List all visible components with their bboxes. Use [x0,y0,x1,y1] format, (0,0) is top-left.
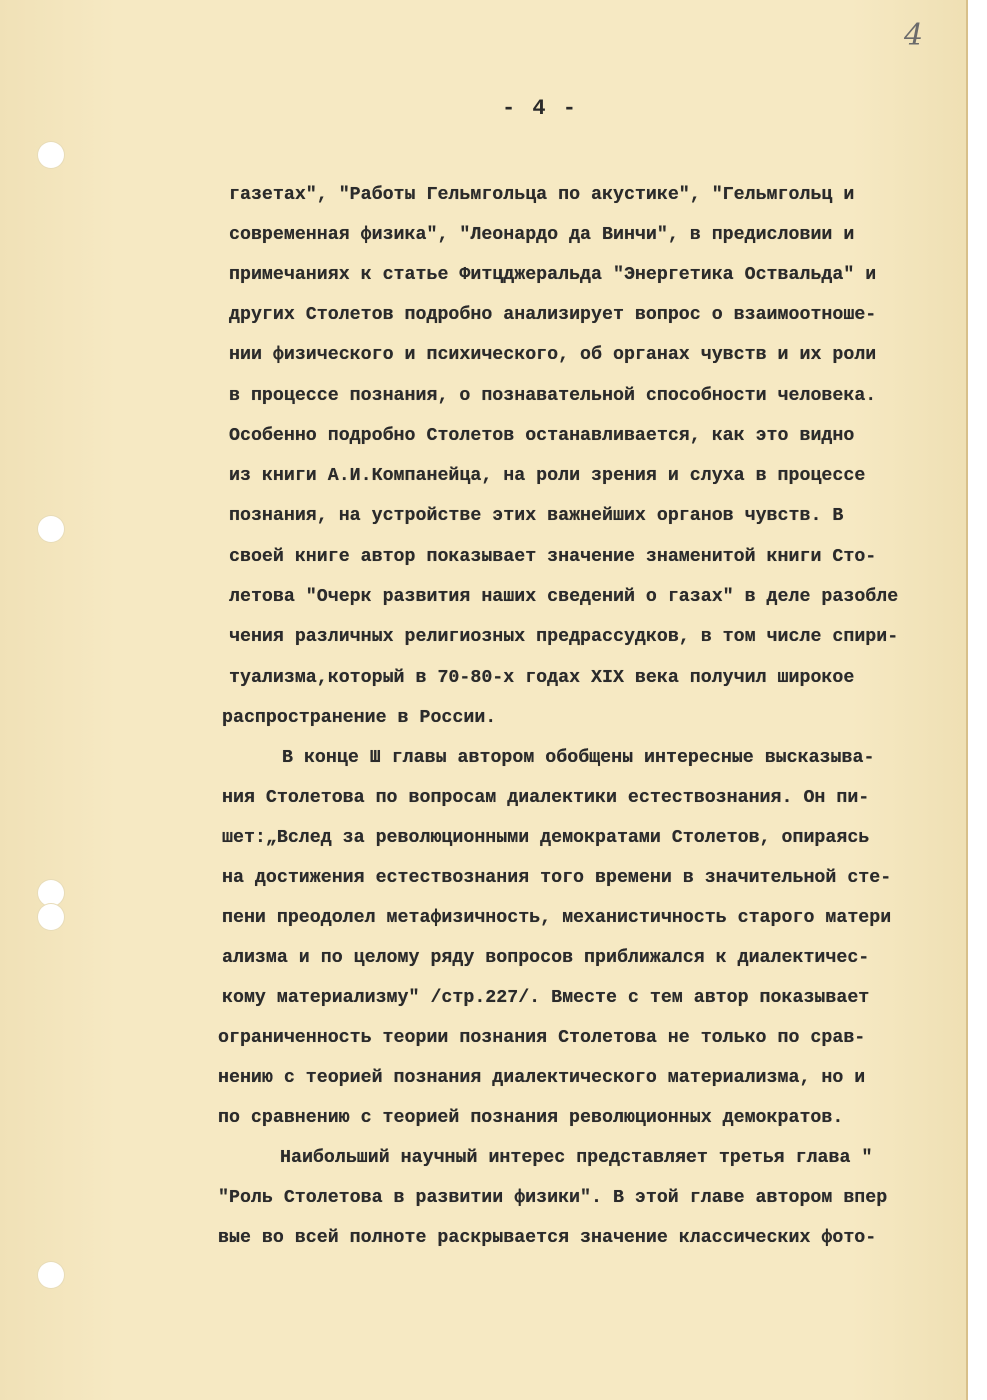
text-line: вые во всей полноте раскрывается значение классических фото- [218,1228,877,1248]
text-line: "Роль Столетова в развитии физики". В этой главе автором впер [218,1188,888,1208]
text-line: примечаниях к статье Фитцджеральда "Энергетика Оствальда" и [229,265,877,285]
text-line: в процессе познания, о познавательной способности человека. [229,386,877,406]
text-line: шет:„Вслед за революционными демократами Столетов, опираясь [222,828,870,848]
punch-hole [38,904,64,930]
text-line: из книги А.И.Компанейца, на роли зрения и слуха в процессе [229,466,866,486]
text-line: газетах", "Работы Гельмгольца по акустике", "Гельмгольц и [229,185,855,205]
text-line: нению с теорией познания диалектического материализма, но и [218,1068,866,1088]
punch-hole [38,516,64,542]
text-line: ализма и по целому ряду вопросов приближался к диалектичес- [222,948,870,968]
text-line: летова "Очерк развития наших сведений о газах" в деле разобле [229,587,899,607]
text-line: Наибольший научный интерес представляет третья глава " [280,1148,873,1168]
punch-hole [38,880,64,906]
text-line: туализма,который в 70-80-х годах XIX века получил широкое [229,668,855,688]
text-line: кому материализму" /стр.227/. Вместе с тем автор показывает [222,988,870,1008]
handwritten-page-mark: 4 [904,18,924,53]
text-line: Особенно подробно Столетов останавливается, как это видно [229,426,855,446]
text-line: своей книге автор показывает значение знаменитой книги Сто- [229,547,877,567]
text-line: на достижения естествознания того времени в значительной сте- [222,868,892,888]
text-line: пени преодолел метафизичность, механистичность старого матери [222,908,892,928]
punch-hole [38,1262,64,1288]
text-line: чения различных религиозных предрассудков, в том числе спири- [229,627,899,647]
text-line: ограниченность теории познания Столетова не только по срав- [218,1028,866,1048]
text-line: современная физика", "Леонардо да Винчи", в предисловии и [229,225,855,245]
page-number: - 4 - [501,96,578,121]
scan-margin [968,0,987,1400]
text-line: по сравнению с теорией познания революционных демократов. [218,1108,844,1128]
punch-hole [38,142,64,168]
text-line: В конце Ш главы автором обобщены интересные высказыва- [282,748,875,768]
text-line: познания, на устройстве этих важнейших органов чувств. В [229,506,844,526]
text-line: ния Столетова по вопросам диалектики естествознания. Он пи- [222,788,870,808]
text-line: нии физического и психического, об органах чувств и их роли [229,345,877,365]
text-line: распространение в России. [222,708,497,728]
text-line: других Столетов подробно анализирует вопрос о взаимоотноше- [229,305,877,325]
